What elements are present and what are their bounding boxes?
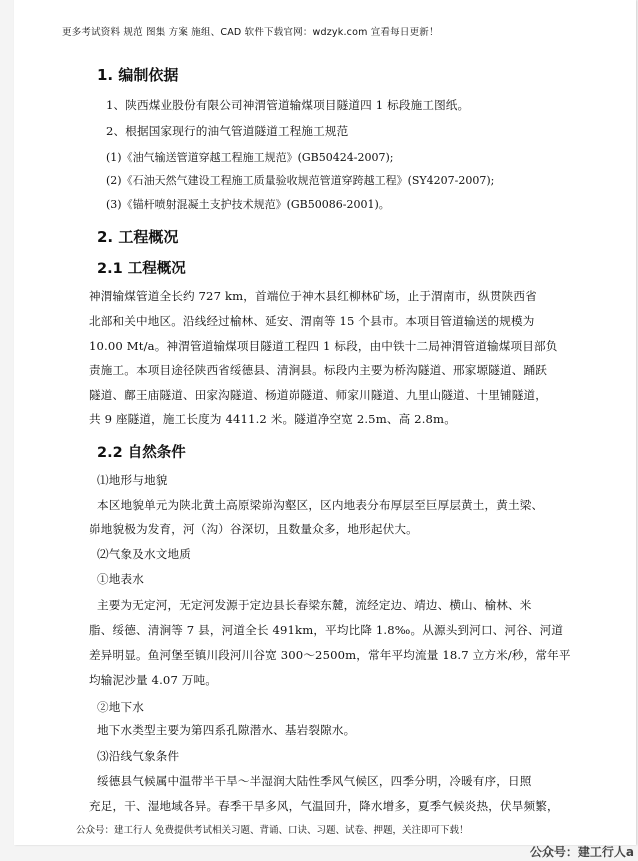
overview-line-6: 共 9 座隧道，施工长度为 4411.2 米。隧道净空宽 2.5m、高 2.8m。: [89, 412, 456, 426]
overview-line-1: 神渭输煤管道全长约 727 km，首端位于神木县红柳林矿场，止于渭南市，纵贯陕西省: [89, 289, 537, 303]
terrain-line-1: 本区地貌单元为陕北黄土高原梁峁沟壑区，区内地表分布厚层至巨厚层黄土，黄土梁、: [97, 498, 544, 512]
reference-2: (2)《石油天然气建设工程施工质量验收规范管道穿跨越工程》(SY4207-2007);: [106, 174, 495, 187]
header-banner: 更多考试资料 规范 图集 方案 施组、CAD 软件下载官网：wdzyk.com 宣看每日更新！: [62, 27, 439, 38]
basis-item-2: 2、根据国家现行的油气管道隧道工程施工规范: [106, 124, 349, 138]
section2-title: 2. 工程概况: [97, 228, 179, 246]
groundwater-heading: ②地下水: [97, 700, 144, 714]
basis-item-1: 1、陕西煤业股份有限公司神渭管道输煤项目隧道四 1 标段施工图纸。: [106, 98, 470, 112]
weather-line-1: 绥德县气候属中温带半干旱～半湿润大陆性季风气候区，四季分明，冷暖有序，日照: [97, 774, 532, 788]
terrain-heading: ⑴地形与地貌: [97, 473, 168, 487]
weather-line-2: 充足，干、湿地域各异。春季干旱多风，气温回升，降水增多，夏季气候炎热，伏旱频繁，: [89, 799, 559, 813]
weather-heading: ⑶沿线气象条件: [97, 749, 180, 763]
section1-title: 1. 编制依据: [97, 66, 179, 84]
reference-1: (1)《油气输送管道穿越工程施工规范》(GB50424-2007);: [106, 151, 394, 164]
overview-line-2: 北部和关中地区。沿线经过榆林、延安、渭南等 15 个县市。本项目管道输送的规模为: [89, 314, 535, 328]
surface-water-line-4: 均输泥沙量 4.07 万吨。: [89, 673, 218, 687]
watermark: 公众号：建工行人a: [529, 845, 634, 859]
overview-line-3: 10.00 Mt/a。神渭管道输煤项目隧道工程四 1 标段，由中铁十二局神渭管道输煤项目部负: [89, 339, 558, 353]
subsection-2-1-title: 2.1 工程概况: [97, 261, 186, 277]
surface-water-line-3: 差异明显。鱼河堡至镇川段河川谷宽 300～2500m，常年平均流量 18.7 立方米/秒，常年平: [89, 648, 571, 662]
groundwater-text: 地下水类型主要为第四系孔隙潜水、基岩裂隙水。: [97, 723, 356, 737]
surface-water-heading: ①地表水: [97, 572, 144, 586]
terrain-line-2: 峁地貌极为发育，河（沟）谷深切，且数量众多，地形起伏大。: [89, 522, 418, 536]
footer-banner: 公众号：建工行人 免费提供考试相关习题、背诵、口诀、习题、试卷、押题，关注即可下载！: [76, 825, 469, 836]
surface-water-line-1: 主要为无定河，无定河发源于定边县长春梁东麓，流经定边、靖边、横山、榆林、米: [97, 598, 532, 612]
reference-3: (3)《锚杆喷射混凝土支护技术规范》(GB50086-2001)。: [106, 198, 390, 211]
overview-line-4: 责施工。本项目途径陕西省绥德县、清涧县。标段内主要为桥沟隧道、邢家塬隧道、踊跃: [89, 363, 548, 377]
climate-hydrology-heading: ⑵气象及水文地质: [97, 547, 191, 561]
surface-water-line-2: 脂、绥德、清涧等 7 县，河道全长 491km，平均比降 1.8‰。从源头到河口、河谷、河道: [89, 623, 564, 637]
subsection-2-2-title: 2.2 自然条件: [97, 445, 186, 461]
overview-line-5: 隧道、鄜王庙隧道、田家沟隧道、杨道峁隧道、师家川隧道、九里山隧道、十里铺隧道，: [89, 388, 548, 402]
